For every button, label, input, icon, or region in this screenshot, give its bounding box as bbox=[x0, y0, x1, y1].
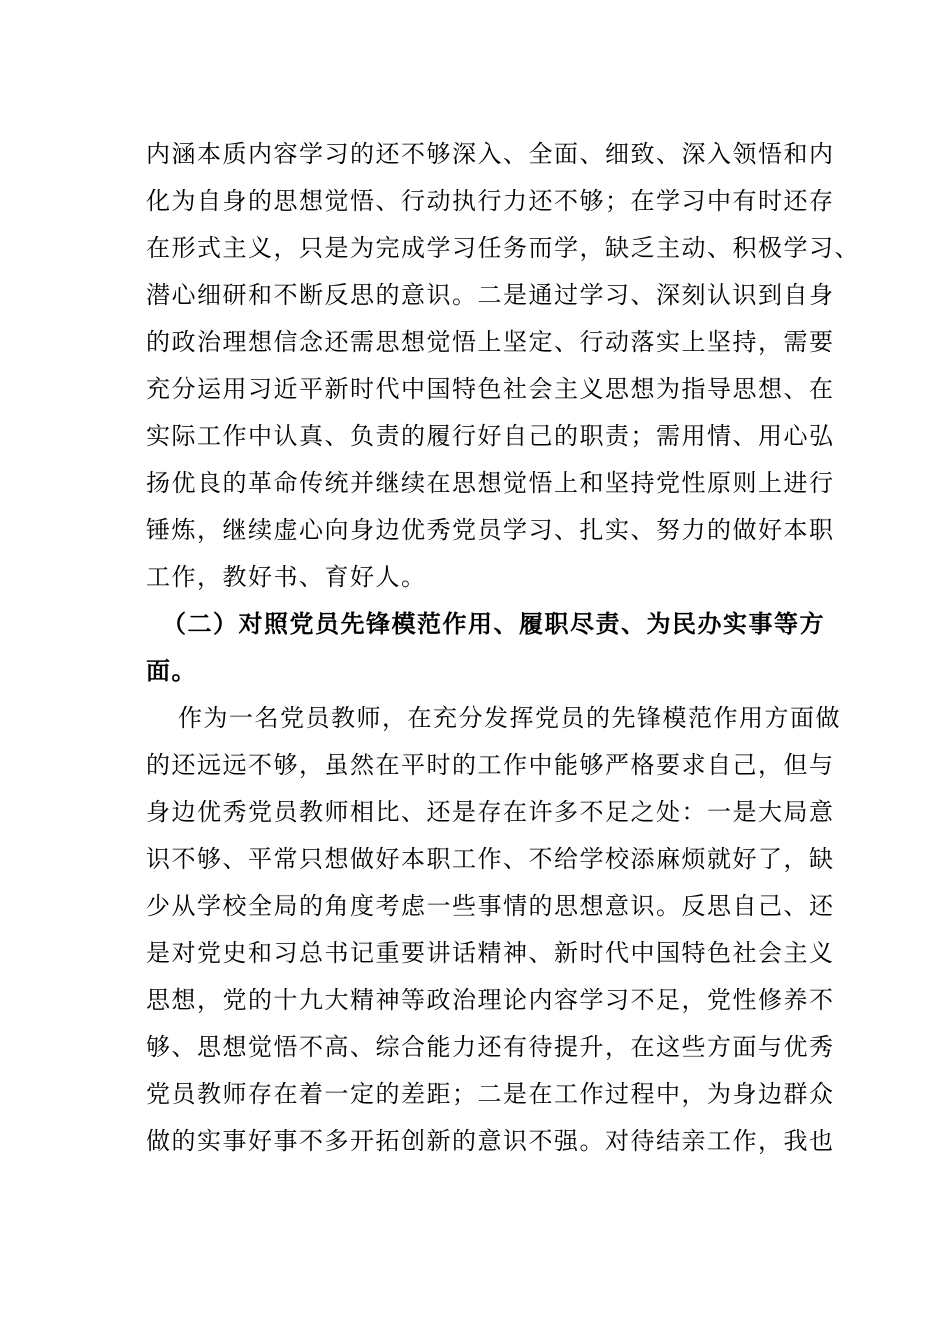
paragraph-2-line: 的还远远不够，虽然在平时的工作中能够严格要求自己，但与 bbox=[146, 751, 835, 779]
paragraph-1-line: 工作，教好书、育好人。 bbox=[146, 563, 427, 591]
paragraph-1-line: 实际工作中认真、负责的履行好自己的职责；需用情、用心弘 bbox=[146, 422, 835, 450]
paragraph-2-line: 是对党史和习总书记重要讲话精神、新时代中国特色社会主义 bbox=[146, 939, 835, 967]
paragraph-1-line: 充分运用习近平新时代中国特色社会主义思想为指导思想、在 bbox=[146, 375, 835, 403]
paragraph-1-line: 锤炼，继续虚心向身边优秀党员学习、扎实、努力的做好本职 bbox=[146, 516, 835, 544]
paragraph-2-line: 身边优秀党员教师相比、还是存在许多不足之处：一是大局意 bbox=[146, 798, 835, 826]
section-heading-line: 面。 bbox=[146, 656, 197, 685]
section-heading-line: （二）对照党员先锋模范作用、履职尽责、为民办实事等方 bbox=[162, 609, 825, 638]
paragraph-1-line: 化为自身的思想觉悟、行动执行力还不够；在学习中有时还存 bbox=[146, 187, 835, 215]
paragraph-2-line: 够、思想觉悟不高、综合能力还有待提升，在这些方面与优秀 bbox=[146, 1033, 835, 1061]
paragraph-1-line: 内涵本质内容学习的还不够深入、全面、细致、深入领悟和内 bbox=[146, 140, 835, 168]
paragraph-2-line: 思想，党的十九大精神等政治理论内容学习不足，党性修养不 bbox=[146, 986, 835, 1014]
paragraph-2-line: 做的实事好事不多开拓创新的意识不强。对待结亲工作，我也 bbox=[146, 1127, 835, 1155]
paragraph-1-line: 在形式主义，只是为完成学习任务而学，缺乏主动、积极学习、 bbox=[146, 234, 860, 262]
paragraph-2-line: 作为一名党员教师，在充分发挥党员的先锋模范作用方面做 bbox=[178, 704, 841, 732]
paragraph-1-line: 潜心细研和不断反思的意识。二是通过学习、深刻认识到自身 bbox=[146, 281, 835, 309]
paragraph-2-line: 党员教师存在着一定的差距；二是在工作过程中，为身边群众 bbox=[146, 1080, 835, 1108]
paragraph-2-line: 少从学校全局的角度考虑一些事情的思想意识。反思自己、还 bbox=[146, 892, 835, 920]
paragraph-1-line: 扬优良的革命传统并继续在思想觉悟上和坚持党性原则上进行 bbox=[146, 469, 835, 497]
paragraph-2-line: 识不够、平常只想做好本职工作、不给学校添麻烦就好了，缺 bbox=[146, 845, 835, 873]
paragraph-1-line: 的政治理想信念还需思想觉悟上坚定、行动落实上坚持，需要 bbox=[146, 328, 835, 356]
